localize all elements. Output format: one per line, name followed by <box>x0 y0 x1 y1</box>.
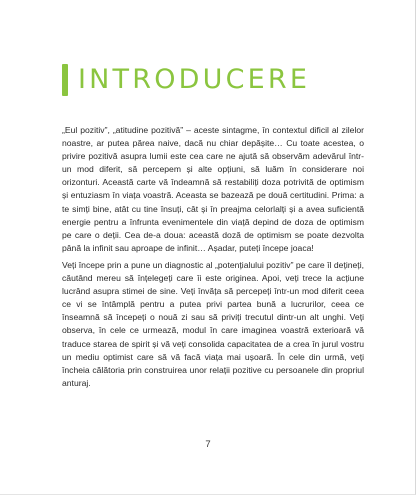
paragraph-2: Veți începe prin a pune un diagnostic al „potențialului pozitiv” pe care îl dețineți, căutând mereu să înțelegeți care îi este originea. Apoi, veți trece la acțiune lucrând asupra stimei de sine. Veți învăța să percepeți într-un mod diferit ceea ce vi se întâmplă pentru a putea privi partea bună a lucrurilor, ceea ce înseamnă să începeți o nouă zi sau să priviți trecutul dintr-un alt unghi. Veți observa, în cele ce urmează, modul în care imaginea voastră exterioară vă traduce starea de spirit și vă veți consolida capacitatea de a crea în jurul vostru un mediu optimist care să vă facă viața mai ușoară. În cele din urmă, veți încheia călătoria prin construirea unor relații pozitive cu persoanele din propriul anturaj. <box>62 259 364 388</box>
body-text <box>62 124 364 394</box>
chapter-heading <box>62 63 310 97</box>
accent-bar <box>62 64 68 96</box>
chapter-title: INTRODUCERE <box>78 64 311 95</box>
page-number: 7 <box>205 439 211 450</box>
paragraph-1: „Eul pozitiv”, „atitudine pozitivă” – aceste sintagme, în contextul dificil al zilelor noastre, ar putea părea naive, dacă nu chiar depășite… Cu toate acestea, o privire pozitivă asupra lumii este cea care ne ajută să observăm adevărul într-un mod diferit, să percepem și alte opțiuni, să luăm în considerare noi orizonturi. Această carte vă îndeamnă să restabiliți doza potrivită de optimism și entuziasm în viața voastră. Aceasta se bazează pe două certitudini. Prima: a te simți bine, atât cu tine însuți, cât și în preajma celorlalți și a avea suficientă energie pentru a înfrunta evenimentele din viață depind de doza de optimism pe care o deții. Cea de-a doua: această doză de optimism se poate dezvolta până la infinit sau aproape de infinit… Așadar, puteți începe joaca! <box>62 125 364 253</box>
